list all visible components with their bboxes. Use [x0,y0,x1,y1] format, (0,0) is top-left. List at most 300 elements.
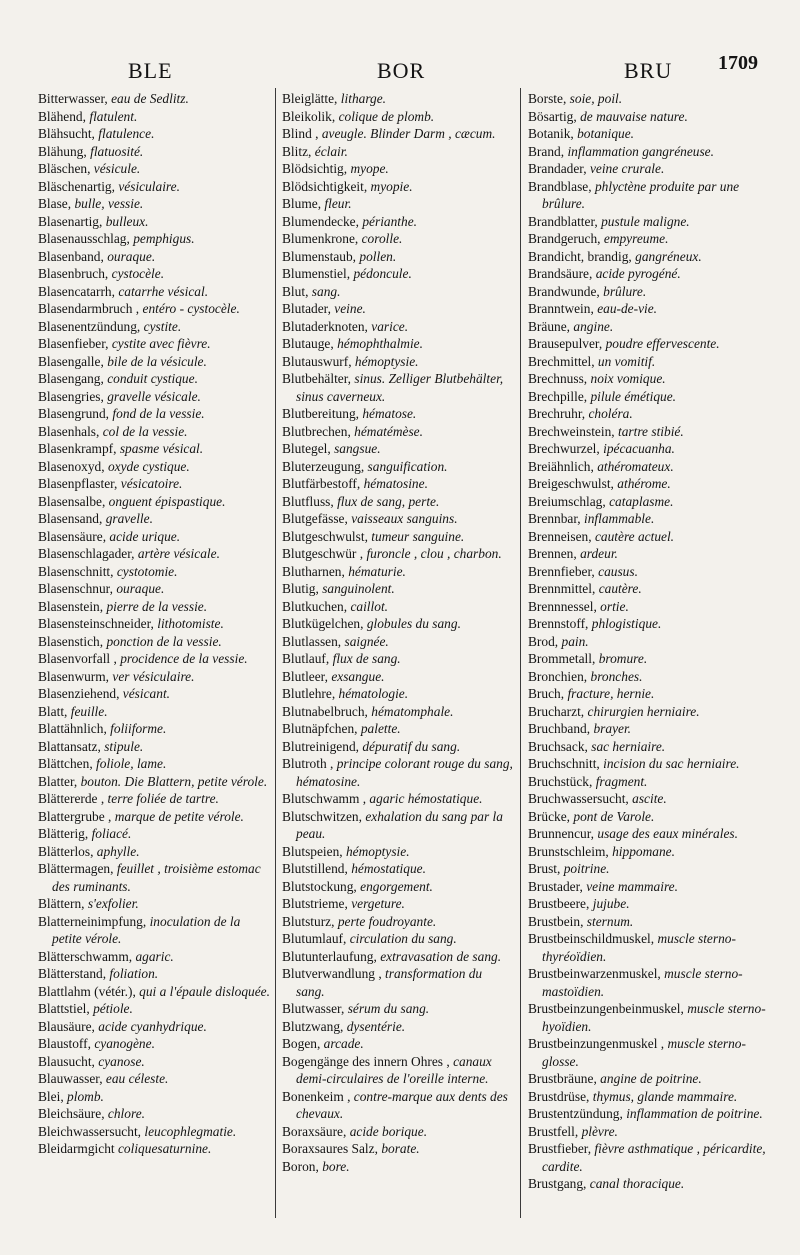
dictionary-entry [282,545,514,563]
dictionary-entry [38,230,270,248]
entry-definition: un vomitif. [597,353,656,369]
entry-definition: ouraque. [107,248,156,264]
entry-term: Brommetall, [528,651,596,666]
dictionary-entry [528,808,766,826]
entry-definition: s'exfolier. [87,896,139,911]
dictionary-entry [528,125,766,143]
entry-term: Brunstschleim, [528,843,609,859]
entry-term: Bruchband, [528,721,591,736]
entry-definition: acide cyanhydrique. [98,1018,207,1034]
entry-definition: causus. [598,563,638,579]
dictionary-entry [282,458,514,476]
entry-term: Bronchien, [528,668,588,684]
entry-term: Brustbeinwarzenmuskel, [528,966,661,981]
entry-term: Blasenschnur, [38,581,113,596]
entry-term: Blasenkrampf, [38,441,117,456]
dictionary-entry [282,1035,514,1053]
entry-term: Brustfieber, [528,1141,592,1156]
entry-definition: veine mammaire. [586,878,678,894]
entry-definition: ponction de la vessie. [106,633,222,649]
dictionary-entry [282,440,514,458]
entry-definition: soie, poil. [569,91,623,106]
dictionary-entry [282,528,514,546]
entry-term: Brandgeruch, [528,231,601,246]
dictionary-entry [528,90,766,108]
entry-term: Blasensäure, [38,528,107,544]
entry-definition: circulation du sang. [349,931,457,946]
entry-definition: acide urique. [109,528,181,544]
entry-term: Blutumlauf, [282,931,347,946]
dictionary-entry [38,423,270,441]
dictionary-entry [38,965,270,983]
dictionary-entry [528,335,766,353]
entry-definition: vésicant. [122,686,171,701]
entry-term: Blätterig, [38,826,89,841]
dictionary-entry [38,1088,270,1106]
entry-definition: phlogistique. [591,616,662,631]
dictionary-entry [282,878,514,896]
entry-definition: muscle sterno-hyoïdien. [542,1001,766,1034]
entry-term: Blutbrechen, [282,423,351,439]
entry-term: Blase, [38,196,72,211]
entry-term: Blättern, [38,896,85,911]
entry-definition: vergeture. [351,896,405,911]
entry-term: Brustfell, [528,1123,579,1139]
entry-term: Blutwasser, [282,1001,345,1016]
column-2 [282,90,514,1175]
entry-definition: vésicatoire. [120,476,183,491]
entry-definition: litharge. [340,91,387,106]
entry-term: Brustentzündung, [528,1106,623,1121]
dictionary-entry [528,300,766,318]
entry-definition: pemphigus. [133,231,195,246]
entry-definition: eau-de-vie. [597,301,658,316]
dictionary-entry [38,143,270,161]
dictionary-entry [38,1035,270,1053]
dictionary-entry [282,335,514,353]
entry-definition: fracture, hernie. [567,686,655,701]
entry-definition: inflammation gangréneuse. [567,143,714,159]
dictionary-entry [528,1123,766,1141]
entry-definition: globules du sang. [366,616,461,631]
entry-definition: foliiforme. [110,721,167,736]
entry-definition: hémoptysie. [354,353,419,369]
entry-term: Brennnessel, [528,598,597,614]
dictionary-entry [38,353,270,371]
entry-definition: sangsue. [334,441,381,456]
entry-definition: de mauvaise nature. [580,108,688,124]
entry-term: Brustbeinschildmuskel, [528,931,655,946]
dictionary-entry [282,265,514,283]
entry-term: Blähung, [38,143,87,159]
dictionary-entry [282,790,514,808]
dictionary-entry [528,405,766,423]
dictionary-entry [282,650,514,668]
entry-definition: myope. [350,161,389,176]
entry-term: Brustdrüse, [528,1088,590,1104]
entry-definition: artère vésicale. [137,546,220,561]
dictionary-entry [528,283,766,301]
entry-term: Breiähnlich, [528,458,594,474]
entry-definition: agaric hémostatique. [369,791,483,806]
entry-definition: sang. [311,283,341,299]
entry-definition: jujube. [592,896,630,911]
entry-term: Blatter, [38,773,78,789]
dictionary-entry [38,773,270,791]
entry-definition: sérum du sang. [347,1001,430,1016]
entry-definition: bouton. Die Blattern, petite vérole. [80,773,268,789]
dictionary-entry [38,405,270,423]
dictionary-entry [38,510,270,528]
dictionary-entry [38,195,270,213]
entry-term: Blutkuchen, [282,598,348,614]
entry-term: Blutlehre, [282,686,336,701]
entry-definition: palette. [360,721,401,736]
dictionary-entry [282,300,514,318]
column-divider-1 [275,88,276,1218]
entry-term: Blasensalbe, [38,493,106,509]
dictionary-entry [38,90,270,108]
entry-definition: fond de la vessie. [112,406,205,421]
dictionary-entry [282,318,514,336]
dictionary-entry [38,335,270,353]
dictionary-entry [528,160,766,178]
entry-term: Blasenentzündung, [38,318,141,334]
entry-term: Brustbeinzungenbeinmuskel, [528,1001,684,1016]
entry-definition: thymus, glande mammaire. [592,1088,738,1104]
entry-definition: gangréneux. [635,248,702,264]
entry-term: Blutaderknoten, [282,318,368,334]
dictionary-entry [528,878,766,896]
entry-definition: inflammable. [584,511,655,526]
dictionary-entry [38,1140,270,1158]
entry-definition: engorgement. [360,878,433,894]
dictionary-entry [528,790,766,808]
dictionary-entry [38,1105,270,1123]
dictionary-entry [38,213,270,231]
entry-definition: empyreume. [603,231,669,246]
entry-definition: périanthe. [362,213,418,229]
entry-term: Blasencatarrh, [38,283,115,299]
entry-term: Blaustoff, [38,1036,91,1051]
dictionary-entry [282,423,514,441]
column-1 [38,90,270,1158]
entry-term: Blutgefässe, [282,511,348,526]
entry-term: Brustbräune, [528,1071,597,1086]
column-3 [528,90,766,1193]
entry-term: Bleichwassersucht, [38,1123,142,1139]
dictionary-entry [528,1070,766,1088]
entry-term: Bleichsäure, [38,1106,105,1121]
dictionary-entry [282,913,514,931]
dictionary-entry [528,720,766,738]
entry-definition: flatuosité. [90,143,144,159]
dictionary-entry [528,1088,766,1106]
entry-term: Brechweinstein, [528,423,615,439]
entry-definition: pédoncule. [353,266,412,281]
entry-term: Branntwein, [528,301,594,316]
entry-term: Blutreinigend, [282,738,359,754]
entry-definition: myopie. [370,178,413,194]
entry-term: Blutnäpfchen, [282,721,358,736]
entry-term: Blutroth , [282,756,334,771]
entry-term: Blasengrund, [38,406,110,421]
entry-term: Blätterschwamm, [38,948,133,964]
entry-definition: stipule. [104,738,144,754]
entry-term: Blasengalle, [38,353,104,369]
entry-definition: aveugle. Blinder Darm , cæcum. [321,126,496,141]
entry-term: Brucharzt, [528,703,585,719]
dictionary-entry [282,563,514,581]
entry-term: Blei, [38,1088,64,1104]
entry-definition: exhalation du sang par la peau. [296,808,503,841]
entry-term: Blasensteinschneider, [38,616,154,631]
entry-term: Brandblase, [528,178,592,194]
dictionary-entry [528,860,766,878]
dictionary-entry [528,458,766,476]
dictionary-entry [528,668,766,686]
dictionary-entry [38,1053,270,1071]
entry-definition: borate. [381,1141,420,1156]
entry-definition: eau céleste. [105,1071,169,1086]
dictionary-entry [528,475,766,493]
entry-definition: dépuratif du sang. [362,738,461,754]
entry-term: Blutzwang, [282,1018,344,1034]
entry-term: Bogen, [282,1036,321,1051]
entry-term: Brand, [528,143,565,159]
entry-definition: flatulence. [98,126,155,141]
dictionary-entry [528,965,766,1000]
dictionary-entry [528,230,766,248]
entry-term: Blutstillend, [282,861,348,876]
entry-term: Blasenhals, [38,423,100,439]
dictionary-entry [38,755,270,773]
entry-definition: onguent épispastique. [108,493,226,509]
entry-term: Brenneisen, [528,528,592,544]
entry-term: Blumendecke, [282,213,359,229]
page-header [0,52,800,88]
entry-definition: hémoptysie. [345,843,410,859]
dictionary-entry [282,808,514,843]
entry-term: Blutader, [282,301,331,316]
entry-definition: fièvre asthmatique , péricardite, cardite. [542,1141,766,1174]
entry-definition: cautère. [598,581,642,596]
dictionary-entry [282,720,514,738]
dictionary-entry [282,1053,514,1088]
dictionary-entry [282,1123,514,1141]
entry-definition: extravasation de sang. [380,948,502,964]
dictionary-entry [528,755,766,773]
dictionary-entry [282,738,514,756]
entry-definition: pollen. [359,248,397,264]
entry-definition: dysentérie. [346,1018,406,1034]
entry-term: Blutbehälter, [282,371,351,386]
dictionary-entry [38,703,270,721]
entry-term: Blutlassen, [282,633,342,649]
dictionary-entry [38,370,270,388]
entry-definition: terre foliée de tartre. [107,791,219,806]
entry-term: Blitz, [282,143,312,159]
entry-term: Blasenziehend, [38,686,120,701]
dictionary-entry [282,90,514,108]
entry-definition: bromure. [598,651,648,666]
entry-term: Blauwasser, [38,1071,103,1086]
entry-term: Blutspeien, [282,843,343,859]
entry-term: Blasenausschlag, [38,231,130,246]
entry-definition: hématémèse. [354,423,423,439]
dictionary-entry [38,895,270,913]
entry-definition: lithotomiste. [157,616,224,631]
entry-term: Brennfieber, [528,563,595,579]
entry-term: Brechmittel, [528,353,595,369]
dictionary-entry [282,633,514,651]
entry-definition: plomb. [67,1088,104,1104]
dictionary-entry [282,703,514,721]
dictionary-entry [528,913,766,931]
entry-definition: entéro - cystocèle. [142,301,240,316]
dictionary-entry [38,983,270,1001]
entry-term: Brechnuss, [528,371,588,386]
entry-definition: noix vomique. [590,371,666,386]
entry-definition: perte foudroyante. [337,913,437,929]
entry-term: Blasenfieber, [38,336,109,351]
dictionary-entry [282,160,514,178]
entry-definition: exsangue. [331,668,385,684]
entry-term: Brandader, [528,161,587,176]
entry-definition: pilule émétique. [590,388,677,404]
entry-term: Blumenkrone, [282,231,359,246]
dictionary-entry [528,1000,766,1035]
entry-definition: gravelle vésicale. [107,388,201,404]
dictionary-entry [38,580,270,598]
dictionary-entry [282,230,514,248]
dictionary-entry [38,300,270,318]
dictionary-entry [528,843,766,861]
dictionary-entry [282,1000,514,1018]
entry-definition: bulle, vessie. [74,196,144,211]
entry-definition: marque de petite vérole. [114,808,244,824]
dictionary-entry [528,353,766,371]
dictionary-entry [528,108,766,126]
entry-definition: leucophlegmatie. [144,1123,237,1139]
entry-term: Brustader, [528,878,583,894]
header-guide-word-right: BRU [624,58,673,83]
page-number: 1709 [718,52,758,74]
entry-term: Blasensand, [38,511,103,526]
dictionary-entry [528,580,766,598]
entry-term: Brustgang, [528,1176,587,1191]
entry-definition: foliation. [109,966,159,981]
dictionary-entry [38,108,270,126]
dictionary-entry [38,633,270,651]
entry-term: Brennen, [528,546,577,561]
entry-definition: vaisseaux sanguins. [351,511,458,526]
dictionary-entry [528,528,766,546]
entry-term: Bonenkeim , [282,1088,351,1104]
dictionary-entry [282,370,514,405]
entry-term: Blähsucht, [38,126,95,141]
entry-definition: varice. [371,318,409,334]
entry-definition: athéromateux. [597,458,674,474]
entry-term: Blutegel, [282,441,331,456]
entry-definition: pont de Varole. [573,808,655,824]
entry-term: Bruchwassersucht, [528,791,629,806]
entry-term: Boraxsaures Salz, [282,1141,378,1156]
entry-definition: ouraque. [116,581,165,596]
entry-definition: coliquesaturnine. [117,1141,212,1156]
entry-term: Blut, [282,283,309,299]
entry-definition: transformation du sang. [296,966,483,999]
entry-definition: fleur. [324,196,352,211]
entry-definition: hématosine. [363,476,428,491]
dictionary-entry [528,213,766,231]
entry-definition: cystocèle. [111,266,165,281]
dictionary-entry [282,213,514,231]
dictionary-entry [282,685,514,703]
entry-definition: pustule maligne. [601,213,690,229]
dictionary-entry [38,545,270,563]
entry-definition: brayer. [593,721,632,736]
dictionary-entry [528,248,766,266]
dictionary-entry [282,1140,514,1158]
dictionary-entry [38,598,270,616]
entry-definition: ver vésiculaire. [112,668,195,684]
dictionary-entry [528,440,766,458]
entry-term: Blumenstiel, [282,266,351,281]
entry-definition: vésicule. [93,161,141,176]
entry-definition: plèvre. [581,1123,618,1139]
dictionary-entry [38,843,270,861]
entry-term: Bruch, [528,686,565,701]
entry-term: Blausäure, [38,1018,95,1034]
entry-definition: hématurie. [348,563,406,579]
entry-term: Blutstrieme, [282,896,348,911]
entry-definition: sternum. [586,913,634,929]
dictionary-entry [38,720,270,738]
entry-definition: bronches. [590,668,643,684]
dictionary-entry [528,563,766,581]
dictionary-entry [282,108,514,126]
entry-term: Bösartig, [528,108,577,124]
entry-definition: tartre stibié. [618,423,684,439]
entry-term: Blutfluss, [282,493,334,509]
entry-term: Blasenstein, [38,598,104,614]
entry-definition: colique de plomb. [338,108,435,124]
header-guide-word-left: BLE [128,58,173,83]
dictionary-entry [38,860,270,895]
entry-term: Brennmittel, [528,581,596,596]
entry-definition: inoculation de la petite vérole. [52,913,241,946]
entry-definition: principe colorant rouge du sang, hématosine. [296,756,513,789]
entry-definition: ardeur. [580,546,618,561]
entry-term: Blind , [282,126,319,141]
entry-term: Blutharnen, [282,563,345,579]
entry-term: Blumenstaub, [282,248,357,264]
entry-definition: flatulent. [89,108,138,124]
dictionary-entry [282,948,514,966]
dictionary-entry [528,1035,766,1070]
entry-definition: feuillet , troisième estomac des ruminants. [52,861,261,894]
dictionary-entry [38,178,270,196]
entry-term: Blätterlos, [38,843,94,859]
entry-term: Blasenschnitt, [38,563,114,579]
entry-definition: saignée. [344,633,389,649]
entry-term: Blasendarmbruch , [38,301,140,316]
entry-term: Blasenpflaster, [38,476,118,491]
entry-term: Brausepulver, [528,336,603,351]
entry-definition: agaric. [135,948,174,964]
entry-definition: canaux demi-circulaires de l'oreille interne. [296,1053,492,1086]
